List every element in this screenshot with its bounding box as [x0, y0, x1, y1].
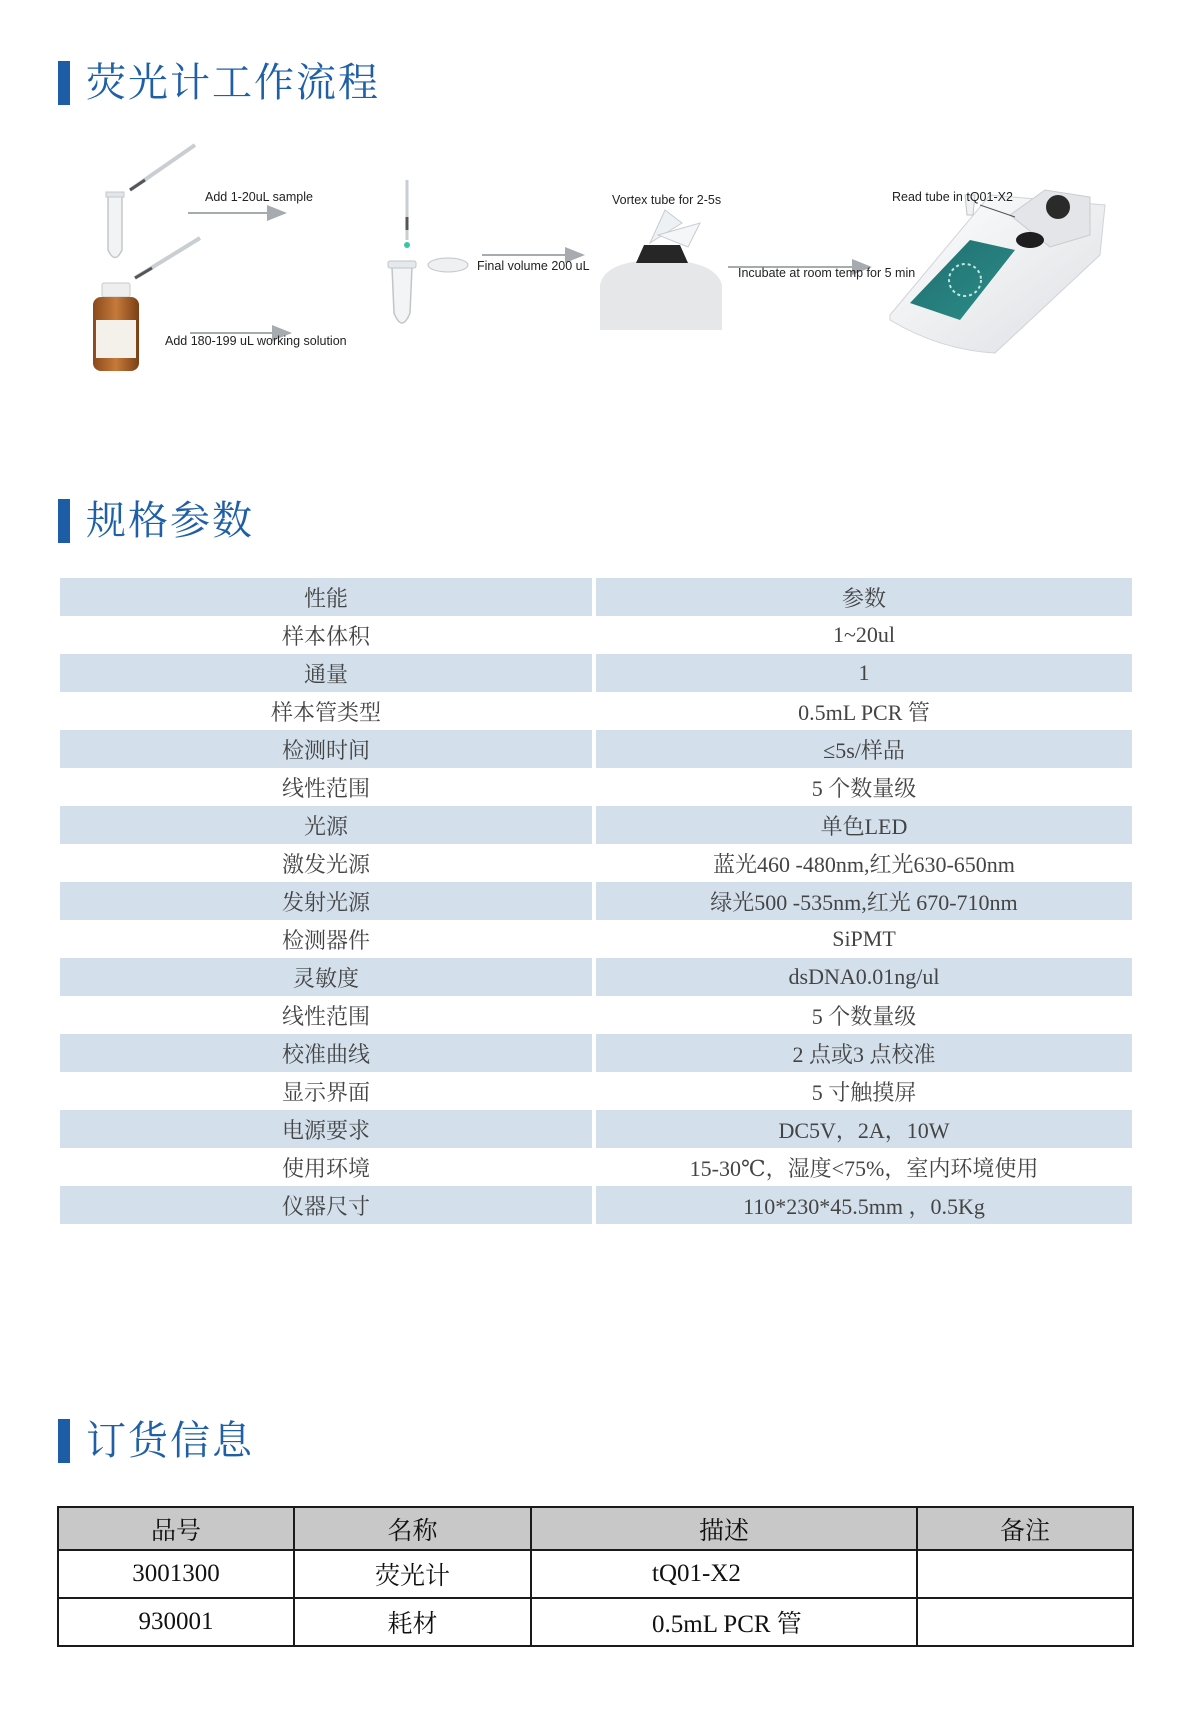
- spec-row: [60, 920, 1132, 958]
- spec-section-title: 规格参数: [86, 498, 254, 544]
- order-header-remarks: 备注: [917, 1507, 1133, 1550]
- spec-value: 1: [594, 654, 1132, 692]
- order-table: [57, 1506, 1134, 1647]
- spec-name: 使用环境: [60, 1148, 594, 1186]
- step-add-sample-label: Add 1-20uL sample: [205, 190, 313, 204]
- spec-row: [60, 1110, 1132, 1148]
- spec-name: 样本管类型: [60, 692, 594, 730]
- fluorometer-device-icon: [890, 190, 1105, 353]
- heading-accent-bar: [58, 1419, 70, 1463]
- spec-row: [60, 882, 1132, 920]
- spec-name: 检测器件: [60, 920, 594, 958]
- order-description: 0.5mL PCR 管: [531, 1598, 917, 1646]
- order-code: 3001300: [58, 1550, 294, 1598]
- spec-name: 灵敏度: [60, 958, 594, 996]
- spec-row: [60, 730, 1132, 768]
- spec-row: [60, 1034, 1132, 1072]
- spec-name: 发射光源: [60, 882, 594, 920]
- spec-row: [60, 692, 1132, 730]
- spec-name: 样本体积: [60, 616, 594, 654]
- spec-value: 绿光500 -535nm,红光 670-710nm: [594, 882, 1132, 920]
- spec-table: [60, 578, 1132, 1224]
- order-header-description: 描述: [531, 1507, 917, 1550]
- reagent-bottle-icon: [93, 238, 200, 371]
- spec-row: [60, 1186, 1132, 1224]
- workflow-illustration: [60, 135, 1120, 415]
- spec-name: 激发光源: [60, 844, 594, 882]
- sample-tube-icon: [106, 145, 195, 258]
- step-vortex-label: Vortex tube for 2-5s: [612, 193, 722, 207]
- order-name: 耗材: [294, 1598, 531, 1646]
- spec-row: [60, 768, 1132, 806]
- heading-accent-bar: [58, 499, 70, 543]
- order-row: [58, 1598, 1133, 1646]
- order-header-name: 名称: [294, 1507, 531, 1550]
- step-incubate-label: Incubate at room temp for 5 min: [738, 266, 916, 280]
- spec-row: [60, 1072, 1132, 1110]
- step-add-solution-label: Add 180-199 uL working solution: [165, 334, 347, 348]
- spec-value: 5 个数量级: [594, 768, 1132, 806]
- spec-value: 15-30℃，湿度<75%，室内环境使用: [594, 1148, 1132, 1186]
- order-header-code: 品号: [58, 1507, 294, 1550]
- spec-value: 2 点或3 点校准: [594, 1034, 1132, 1072]
- order-remarks: [917, 1550, 1133, 1598]
- spec-name: 仪器尺寸: [60, 1186, 594, 1224]
- spec-value: 0.5mL PCR 管: [594, 692, 1132, 730]
- spec-name: 通量: [60, 654, 594, 692]
- spec-value: SiPMT: [594, 920, 1132, 958]
- spec-name: 显示界面: [60, 1072, 594, 1110]
- step-final-volume-label: Final volume 200 uL: [477, 259, 590, 273]
- order-section-title: 订货信息: [86, 1418, 254, 1464]
- spec-row: [60, 806, 1132, 844]
- order-table-header: [58, 1507, 1133, 1550]
- spec-value: 蓝光460 -480nm,红光630-650nm: [594, 844, 1132, 882]
- spec-name: 校准曲线: [60, 1034, 594, 1072]
- spec-row: [60, 844, 1132, 882]
- spec-header-parameter: 参数: [594, 578, 1132, 616]
- spec-row: [60, 1148, 1132, 1186]
- order-description: tQ01-X2: [531, 1550, 917, 1598]
- order-code: 930001: [58, 1598, 294, 1646]
- spec-value: dsDNA0.01ng/ul: [594, 958, 1132, 996]
- workflow-section-heading: [58, 60, 380, 106]
- spec-section-heading: [58, 498, 254, 544]
- spec-name: 线性范围: [60, 996, 594, 1034]
- order-section-heading: [58, 1418, 254, 1464]
- vortex-mixer-icon: [600, 210, 722, 330]
- order-row: [58, 1550, 1133, 1598]
- spec-header-performance: 性能: [60, 578, 594, 616]
- spec-value: ≤5s/样品: [594, 730, 1132, 768]
- workflow-diagram: [60, 135, 1120, 415]
- spec-name: 检测时间: [60, 730, 594, 768]
- spec-row: [60, 654, 1132, 692]
- step-read-label: Read tube in tQ01-X2: [892, 190, 1013, 204]
- spec-table-header: [60, 578, 1132, 616]
- spec-name: 电源要求: [60, 1110, 594, 1148]
- spec-name: 线性范围: [60, 768, 594, 806]
- spec-row: [60, 616, 1132, 654]
- spec-value: 1~20ul: [594, 616, 1132, 654]
- spec-value: 5 寸触摸屏: [594, 1072, 1132, 1110]
- spec-value: DC5V，2A，10W: [594, 1110, 1132, 1148]
- order-remarks: [917, 1598, 1133, 1646]
- spec-name: 光源: [60, 806, 594, 844]
- spec-value: 5 个数量级: [594, 996, 1132, 1034]
- spec-row: [60, 996, 1132, 1034]
- heading-accent-bar: [58, 61, 70, 105]
- spec-value: 单色LED: [594, 806, 1132, 844]
- order-name: 荧光计: [294, 1550, 531, 1598]
- pcr-tube-icon: [388, 180, 468, 323]
- spec-row: [60, 958, 1132, 996]
- workflow-section-title: 荧光计工作流程: [86, 60, 380, 106]
- spec-value: 110*230*45.5mm ，0.5Kg: [594, 1186, 1132, 1224]
